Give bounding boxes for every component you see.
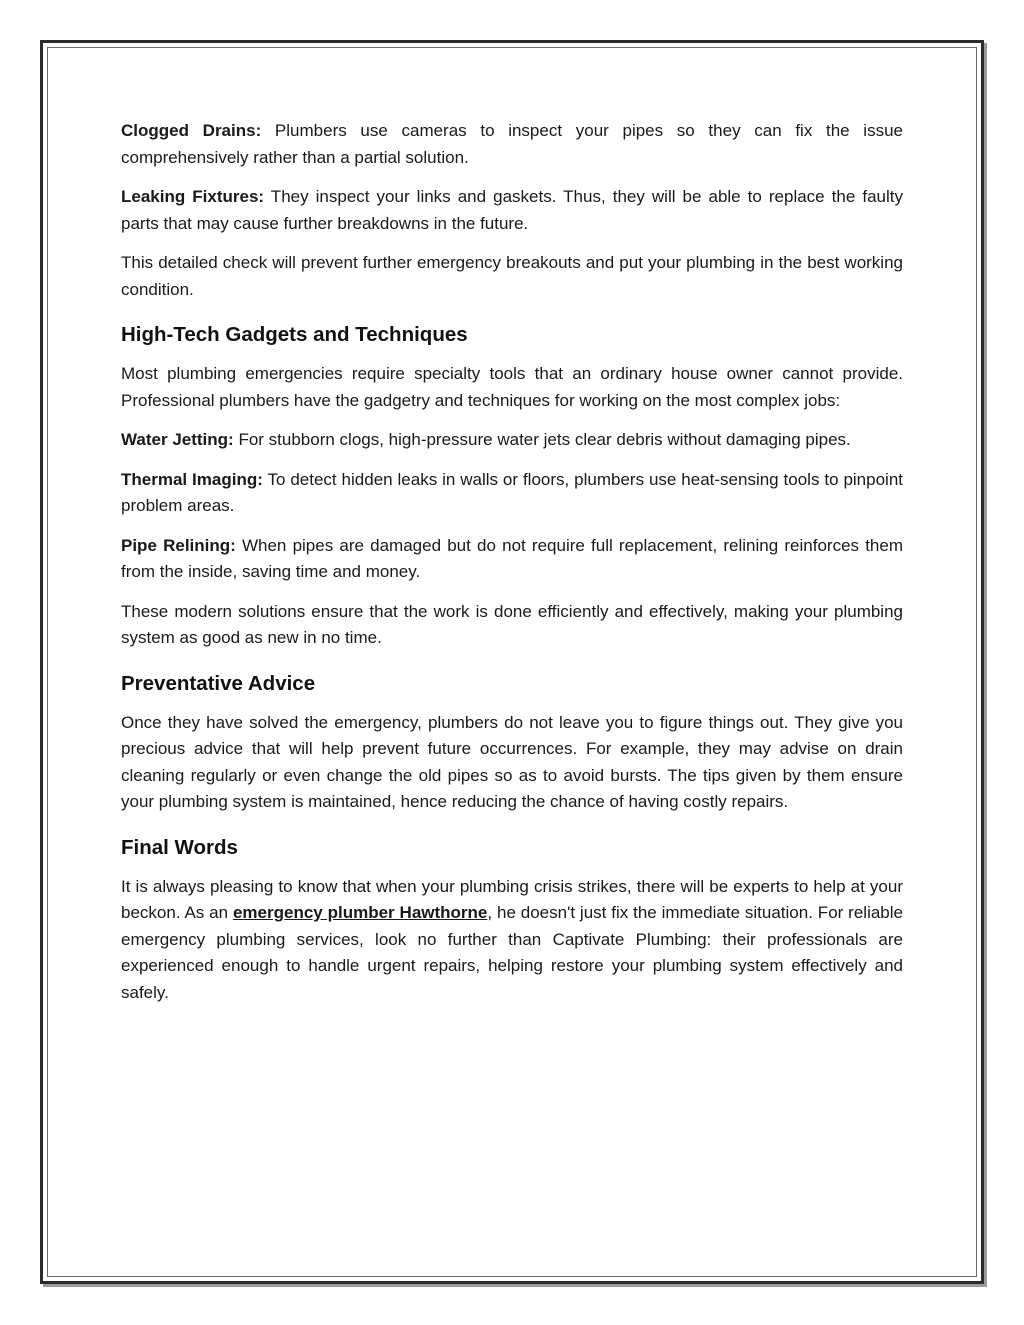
paragraph-preventative-advice: Once they have solved the emergency, plumbers do not leave you to figure things out. They give you precious advice that will help prevent future occurrences. For example, they may advise on drain cleaning regularly or even change the old pipes so as to avoid bursts. The tips given by them ensure your plumbing system is maintained, hence reducing the chance of having costly repairs. <box>121 712 903 811</box>
paragraph-specialty-tools: Most plumbing emergencies require specialty tools that an ordinary house owner cannot provide. Professional plumbers have the gadgetry and techniques for working on the most complex jobs: <box>121 364 903 410</box>
label-pipe-relining: Pipe Relining: <box>121 535 236 555</box>
paragraph-clogged-drains <box>121 118 903 171</box>
paragraph-thermal-imaging <box>121 467 903 520</box>
paragraph-pipe-relining <box>121 533 903 586</box>
label-clogged-drains: Clogged Drains: <box>121 121 262 140</box>
document-body <box>121 118 903 1019</box>
text-pipe-relining: When pipes are damaged but do not require full replacement, relining reinforces them from the inside, saving time and money. <box>121 535 903 581</box>
text-final-before: It is always pleasing to know that when your plumbing crisis strikes, there will be experts to help at your beckon. As an <box>121 876 903 922</box>
text-thermal-imaging: To detect hidden leaks in walls or floors, plumbers use heat-sensing tools to pinpoint problem areas. <box>121 469 903 515</box>
heading-high-tech: High-Tech Gadgets and Techniques <box>121 323 468 346</box>
text-water-jetting: For stubborn clogs, high-pressure water jets clear debris without damaging pipes. <box>233 430 851 449</box>
paragraph-final-words <box>121 874 903 1007</box>
label-water-jetting: Water Jetting: <box>121 430 234 449</box>
paragraph-leaking-fixtures <box>121 184 903 237</box>
paragraph-detailed-check: This detailed check will prevent further emergency breakouts and put your plumbing in the best working condition. <box>121 253 903 299</box>
heading-final-words: Final Words <box>121 835 238 859</box>
text-leaking-fixtures: They inspect your links and gaskets. Thus, they will be able to replace the faulty parts that may cause further breakdowns in the future. <box>121 187 903 233</box>
heading-preventative-advice: Preventative Advice <box>121 671 316 695</box>
paragraph-modern-solutions: These modern solutions ensure that the work is done efficiently and effectively, making your plumbing system as good as new in no time. <box>121 601 903 647</box>
label-leaking-fixtures: Leaking Fixtures: <box>121 187 265 206</box>
text-clogged-drains: Plumbers use cameras to inspect your pipes so they can fix the issue comprehensively rather than a partial solution. <box>121 121 903 167</box>
label-thermal-imaging: Thermal Imaging: <box>121 469 263 489</box>
text-final-after: , he doesn't just fix the immediate situation. For reliable emergency plumbing services, look no further than Captivate Plumbing: their professionals are experienced enough to handle urgent repairs, helping restore your plumbing system effectively and safely. <box>121 903 903 1002</box>
paragraph-water-jetting <box>121 427 903 454</box>
emergency-plumber-link[interactable]: emergency plumber Hawthorne <box>232 903 488 922</box>
